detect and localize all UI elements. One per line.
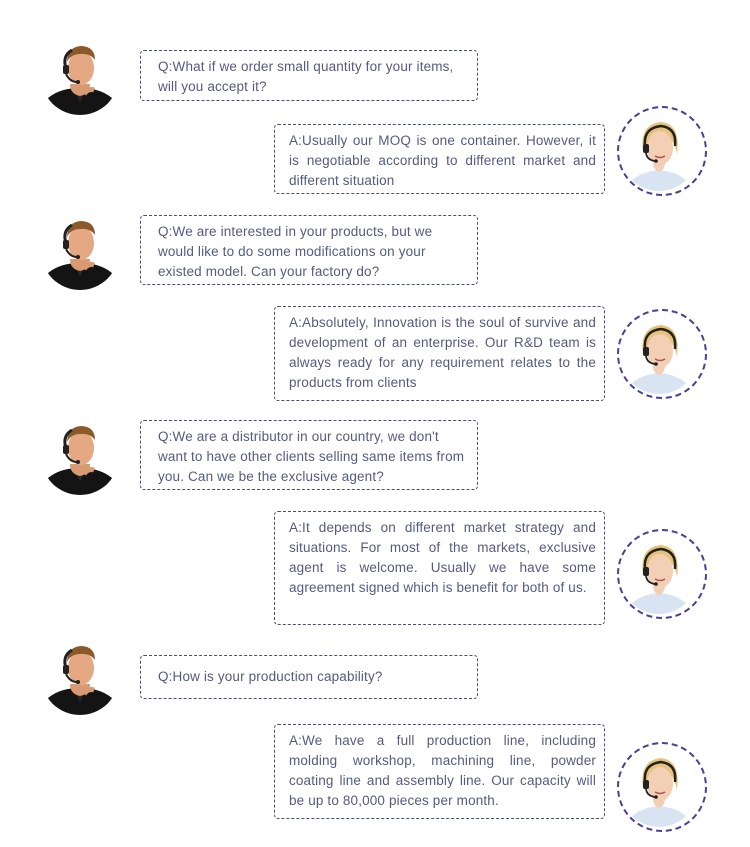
customer-avatar-icon bbox=[40, 416, 120, 496]
question-text: Q:We are interested in your products, but we would like to do some modifications on your existed model. Can your factory do? bbox=[158, 224, 433, 279]
customer-avatar-icon bbox=[40, 211, 120, 291]
question-bubble-1 bbox=[140, 50, 478, 101]
customer-avatar-icon bbox=[40, 36, 120, 116]
answer-text: A:We have a full production line, including molding workshop, machining line, powder coating line and assembly line. Our capacity will be up to 80,000 pieces per month. bbox=[289, 733, 596, 808]
question-bubble-2 bbox=[140, 215, 478, 285]
question-text: Q:How is your production capability? bbox=[158, 669, 383, 684]
support-avatar-icon bbox=[619, 112, 699, 192]
answer-text: A:Usually our MOQ is one container. However, it is negotiable according to different market and different situation bbox=[289, 133, 596, 188]
answer-bubble-3 bbox=[274, 511, 605, 625]
support-avatar-icon bbox=[619, 748, 699, 828]
answer-bubble-2 bbox=[274, 306, 605, 401]
question-text: Q:What if we order small quantity for your items, will you accept it? bbox=[158, 59, 454, 94]
question-bubble-3 bbox=[140, 420, 478, 490]
answer-text: A:It depends on different market strategy and situations. For most of the markets, exclusive agent is welcome. Usually we have some agreement signed which is benefit for both of us. bbox=[289, 520, 596, 595]
support-avatar-icon bbox=[619, 535, 699, 615]
question-text: Q:We are a distributor in our country, we don't want to have other clients selling same items from you. Can we be the exclusive agent? bbox=[158, 429, 465, 484]
customer-avatar-icon bbox=[40, 636, 120, 716]
answer-bubble-1 bbox=[274, 124, 605, 194]
support-avatar-icon bbox=[619, 315, 699, 395]
question-bubble-4 bbox=[140, 655, 478, 699]
answer-text: A:Absolutely, Innovation is the soul of survive and development of an enterprise. Our R&D team is always ready for any requirement relates to the products from clients bbox=[289, 315, 596, 390]
answer-bubble-4 bbox=[274, 724, 605, 819]
